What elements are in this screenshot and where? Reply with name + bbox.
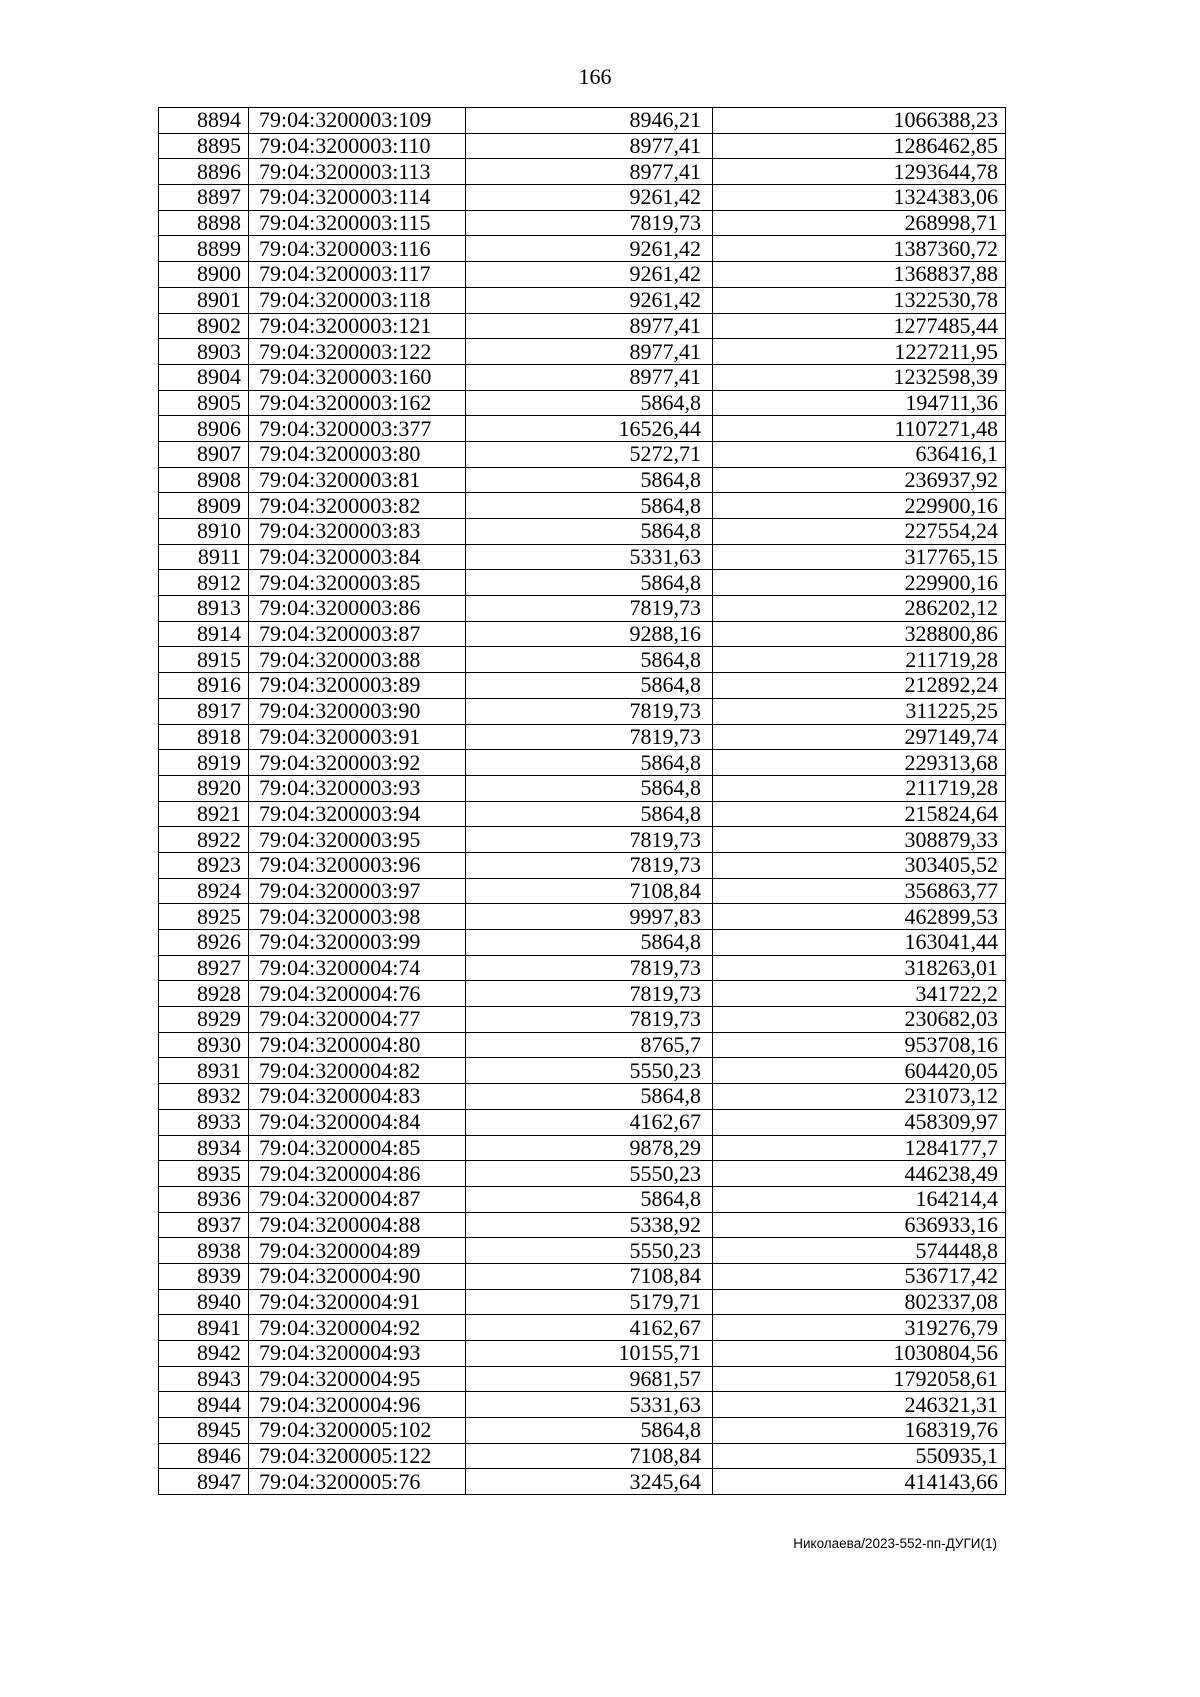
unit-value-cell: 4162,67 xyxy=(466,1109,713,1135)
unit-value-cell: 8977,41 xyxy=(466,313,713,339)
row-number-cell: 8910 xyxy=(159,519,249,545)
value-cell: 953708,16 xyxy=(713,1032,1006,1058)
row-number-cell: 8942 xyxy=(159,1341,249,1367)
cadastral-number-cell: 79:04:3200005:122 xyxy=(249,1443,466,1469)
value-cell: 303405,52 xyxy=(713,852,1006,878)
cadastral-number-cell: 79:04:3200003:109 xyxy=(249,108,466,134)
row-number-cell: 8899 xyxy=(159,236,249,262)
table-row xyxy=(159,1058,1006,1084)
row-number-cell: 8941 xyxy=(159,1315,249,1341)
row-number-cell: 8935 xyxy=(159,1161,249,1187)
table-row xyxy=(159,1341,1006,1367)
row-number-cell: 8903 xyxy=(159,339,249,365)
document-footer: Николаева/2023-552-пп-ДУГИ(1) xyxy=(793,1536,997,1551)
value-cell: 1030804,56 xyxy=(713,1341,1006,1367)
table-row xyxy=(159,1366,1006,1392)
row-number-cell: 8927 xyxy=(159,955,249,981)
value-cell: 163041,44 xyxy=(713,930,1006,956)
row-number-cell: 8930 xyxy=(159,1032,249,1058)
table-row xyxy=(159,133,1006,159)
cadastral-number-cell: 79:04:3200003:80 xyxy=(249,441,466,467)
cadastral-number-cell: 79:04:3200003:377 xyxy=(249,416,466,442)
value-cell: 317765,15 xyxy=(713,544,1006,570)
value-cell: 1792058,61 xyxy=(713,1366,1006,1392)
row-number-cell: 8944 xyxy=(159,1392,249,1418)
unit-value-cell: 16526,44 xyxy=(466,416,713,442)
row-number-cell: 8929 xyxy=(159,1007,249,1033)
table-row xyxy=(159,1392,1006,1418)
cadastral-number-cell: 79:04:3200004:86 xyxy=(249,1161,466,1187)
cadastral-number-cell: 79:04:3200004:88 xyxy=(249,1212,466,1238)
row-number-cell: 8931 xyxy=(159,1058,249,1084)
unit-value-cell: 8977,41 xyxy=(466,339,713,365)
unit-value-cell: 9288,16 xyxy=(466,621,713,647)
table-row xyxy=(159,108,1006,134)
unit-value-cell: 5331,63 xyxy=(466,544,713,570)
row-number-cell: 8947 xyxy=(159,1469,249,1495)
cadastral-number-cell: 79:04:3200003:83 xyxy=(249,519,466,545)
value-cell: 1284177,7 xyxy=(713,1135,1006,1161)
cadastral-number-cell: 79:04:3200003:121 xyxy=(249,313,466,339)
cadastral-number-cell: 79:04:3200003:93 xyxy=(249,775,466,801)
value-cell: 231073,12 xyxy=(713,1084,1006,1110)
row-number-cell: 8916 xyxy=(159,673,249,699)
table-row xyxy=(159,210,1006,236)
row-number-cell: 8905 xyxy=(159,390,249,416)
value-cell: 211719,28 xyxy=(713,647,1006,673)
row-number-cell: 8936 xyxy=(159,1186,249,1212)
cadastral-number-cell: 79:04:3200003:98 xyxy=(249,904,466,930)
cadastral-number-cell: 79:04:3200004:87 xyxy=(249,1186,466,1212)
table-row xyxy=(159,596,1006,622)
row-number-cell: 8919 xyxy=(159,750,249,776)
value-cell: 536717,42 xyxy=(713,1263,1006,1289)
cadastral-number-cell: 79:04:3200004:93 xyxy=(249,1341,466,1367)
cadastral-number-cell: 79:04:3200003:90 xyxy=(249,698,466,724)
cadastral-number-cell: 79:04:3200004:74 xyxy=(249,955,466,981)
row-number-cell: 8940 xyxy=(159,1289,249,1315)
row-number-cell: 8915 xyxy=(159,647,249,673)
unit-value-cell: 5864,8 xyxy=(466,1186,713,1212)
unit-value-cell: 8977,41 xyxy=(466,364,713,390)
value-cell: 194711,36 xyxy=(713,390,1006,416)
unit-value-cell: 5272,71 xyxy=(466,441,713,467)
table-row xyxy=(159,416,1006,442)
unit-value-cell: 5864,8 xyxy=(466,493,713,519)
row-number-cell: 8907 xyxy=(159,441,249,467)
cadastral-number-cell: 79:04:3200003:113 xyxy=(249,159,466,185)
row-number-cell: 8938 xyxy=(159,1238,249,1264)
table-row xyxy=(159,467,1006,493)
table-row xyxy=(159,493,1006,519)
data-table xyxy=(158,107,1006,1495)
value-cell: 268998,71 xyxy=(713,210,1006,236)
unit-value-cell: 5864,8 xyxy=(466,467,713,493)
value-cell: 1324383,06 xyxy=(713,185,1006,211)
row-number-cell: 8923 xyxy=(159,852,249,878)
row-number-cell: 8917 xyxy=(159,698,249,724)
value-cell: 318263,01 xyxy=(713,955,1006,981)
unit-value-cell: 7108,84 xyxy=(466,1443,713,1469)
table-row xyxy=(159,1084,1006,1110)
row-number-cell: 8912 xyxy=(159,570,249,596)
cadastral-number-cell: 79:04:3200005:76 xyxy=(249,1469,466,1495)
unit-value-cell: 9681,57 xyxy=(466,1366,713,1392)
unit-value-cell: 8765,7 xyxy=(466,1032,713,1058)
cadastral-number-cell: 79:04:3200004:92 xyxy=(249,1315,466,1341)
unit-value-cell: 5550,23 xyxy=(466,1161,713,1187)
value-cell: 212892,24 xyxy=(713,673,1006,699)
unit-value-cell: 7819,73 xyxy=(466,1007,713,1033)
value-cell: 636933,16 xyxy=(713,1212,1006,1238)
value-cell: 341722,2 xyxy=(713,981,1006,1007)
value-cell: 1232598,39 xyxy=(713,364,1006,390)
row-number-cell: 8900 xyxy=(159,262,249,288)
table-row xyxy=(159,544,1006,570)
table-row xyxy=(159,1135,1006,1161)
cadastral-number-cell: 79:04:3200003:110 xyxy=(249,133,466,159)
table-row xyxy=(159,724,1006,750)
value-cell: 414143,66 xyxy=(713,1469,1006,1495)
row-number-cell: 8937 xyxy=(159,1212,249,1238)
value-cell: 319276,79 xyxy=(713,1315,1006,1341)
row-number-cell: 8932 xyxy=(159,1084,249,1110)
unit-value-cell: 9261,42 xyxy=(466,185,713,211)
unit-value-cell: 5864,8 xyxy=(466,519,713,545)
table-row xyxy=(159,930,1006,956)
table-row xyxy=(159,1443,1006,1469)
row-number-cell: 8922 xyxy=(159,827,249,853)
value-cell: 1387360,72 xyxy=(713,236,1006,262)
cadastral-number-cell: 79:04:3200003:88 xyxy=(249,647,466,673)
table-row xyxy=(159,364,1006,390)
unit-value-cell: 9997,83 xyxy=(466,904,713,930)
cadastral-number-cell: 79:04:3200003:99 xyxy=(249,930,466,956)
row-number-cell: 8909 xyxy=(159,493,249,519)
cadastral-number-cell: 79:04:3200004:89 xyxy=(249,1238,466,1264)
unit-value-cell: 5864,8 xyxy=(466,390,713,416)
value-cell: 229313,68 xyxy=(713,750,1006,776)
cadastral-number-cell: 79:04:3200004:85 xyxy=(249,1135,466,1161)
unit-value-cell: 9261,42 xyxy=(466,287,713,313)
row-number-cell: 8911 xyxy=(159,544,249,570)
row-number-cell: 8895 xyxy=(159,133,249,159)
table-row xyxy=(159,775,1006,801)
table-row xyxy=(159,1263,1006,1289)
cadastral-number-cell: 79:04:3200004:80 xyxy=(249,1032,466,1058)
row-number-cell: 8896 xyxy=(159,159,249,185)
value-cell: 328800,86 xyxy=(713,621,1006,647)
cadastral-number-cell: 79:04:3200004:82 xyxy=(249,1058,466,1084)
cadastral-number-cell: 79:04:3200003:82 xyxy=(249,493,466,519)
unit-value-cell: 5331,63 xyxy=(466,1392,713,1418)
cadastral-number-cell: 79:04:3200003:96 xyxy=(249,852,466,878)
table-row xyxy=(159,673,1006,699)
table-row xyxy=(159,621,1006,647)
value-cell: 446238,49 xyxy=(713,1161,1006,1187)
unit-value-cell: 5864,8 xyxy=(466,1418,713,1444)
row-number-cell: 8894 xyxy=(159,108,249,134)
row-number-cell: 8897 xyxy=(159,185,249,211)
cadastral-number-cell: 79:04:3200003:160 xyxy=(249,364,466,390)
table-row xyxy=(159,185,1006,211)
table-row xyxy=(159,827,1006,853)
unit-value-cell: 5864,8 xyxy=(466,1084,713,1110)
table-row xyxy=(159,519,1006,545)
unit-value-cell: 5864,8 xyxy=(466,647,713,673)
cadastral-number-cell: 79:04:3200004:83 xyxy=(249,1084,466,1110)
unit-value-cell: 5550,23 xyxy=(466,1058,713,1084)
table-row xyxy=(159,570,1006,596)
row-number-cell: 8913 xyxy=(159,596,249,622)
unit-value-cell: 10155,71 xyxy=(466,1341,713,1367)
table-row xyxy=(159,1289,1006,1315)
table-row xyxy=(159,1238,1006,1264)
row-number-cell: 8920 xyxy=(159,775,249,801)
unit-value-cell: 7819,73 xyxy=(466,724,713,750)
unit-value-cell: 8977,41 xyxy=(466,133,713,159)
row-number-cell: 8904 xyxy=(159,364,249,390)
unit-value-cell: 7108,84 xyxy=(466,1263,713,1289)
table-row xyxy=(159,1032,1006,1058)
cadastral-number-cell: 79:04:3200003:89 xyxy=(249,673,466,699)
value-cell: 458309,97 xyxy=(713,1109,1006,1135)
row-number-cell: 8921 xyxy=(159,801,249,827)
value-cell: 311225,25 xyxy=(713,698,1006,724)
unit-value-cell: 7819,73 xyxy=(466,210,713,236)
value-cell: 356863,77 xyxy=(713,878,1006,904)
row-number-cell: 8939 xyxy=(159,1263,249,1289)
table-row xyxy=(159,647,1006,673)
table-row xyxy=(159,262,1006,288)
cadastral-number-cell: 79:04:3200005:102 xyxy=(249,1418,466,1444)
table-row xyxy=(159,955,1006,981)
value-cell: 286202,12 xyxy=(713,596,1006,622)
unit-value-cell: 8977,41 xyxy=(466,159,713,185)
cadastral-number-cell: 79:04:3200004:77 xyxy=(249,1007,466,1033)
cadastral-number-cell: 79:04:3200003:97 xyxy=(249,878,466,904)
unit-value-cell: 5338,92 xyxy=(466,1212,713,1238)
value-cell: 1286462,85 xyxy=(713,133,1006,159)
value-cell: 1322530,78 xyxy=(713,287,1006,313)
cadastral-number-cell: 79:04:3200004:90 xyxy=(249,1263,466,1289)
cadastral-number-cell: 79:04:3200003:115 xyxy=(249,210,466,236)
cadastral-number-cell: 79:04:3200003:116 xyxy=(249,236,466,262)
table-row xyxy=(159,750,1006,776)
cadastral-number-cell: 79:04:3200004:76 xyxy=(249,981,466,1007)
cadastral-number-cell: 79:04:3200003:122 xyxy=(249,339,466,365)
unit-value-cell: 5864,8 xyxy=(466,930,713,956)
row-number-cell: 8906 xyxy=(159,416,249,442)
table-row xyxy=(159,1469,1006,1495)
table-row xyxy=(159,878,1006,904)
unit-value-cell: 7108,84 xyxy=(466,878,713,904)
table-row xyxy=(159,441,1006,467)
cadastral-number-cell: 79:04:3200004:84 xyxy=(249,1109,466,1135)
table-row xyxy=(159,1212,1006,1238)
value-cell: 1293644,78 xyxy=(713,159,1006,185)
table-row xyxy=(159,801,1006,827)
row-number-cell: 8934 xyxy=(159,1135,249,1161)
row-number-cell: 8928 xyxy=(159,981,249,1007)
row-number-cell: 8901 xyxy=(159,287,249,313)
row-number-cell: 8925 xyxy=(159,904,249,930)
value-cell: 462899,53 xyxy=(713,904,1006,930)
value-cell: 636416,1 xyxy=(713,441,1006,467)
unit-value-cell: 5864,8 xyxy=(466,775,713,801)
row-number-cell: 8933 xyxy=(159,1109,249,1135)
value-cell: 164214,4 xyxy=(713,1186,1006,1212)
cadastral-number-cell: 79:04:3200003:94 xyxy=(249,801,466,827)
value-cell: 1368837,88 xyxy=(713,262,1006,288)
value-cell: 230682,03 xyxy=(713,1007,1006,1033)
unit-value-cell: 7819,73 xyxy=(466,698,713,724)
unit-value-cell: 5864,8 xyxy=(466,801,713,827)
unit-value-cell: 5864,8 xyxy=(466,750,713,776)
table-row xyxy=(159,390,1006,416)
unit-value-cell: 9878,29 xyxy=(466,1135,713,1161)
table-row xyxy=(159,236,1006,262)
cadastral-number-cell: 79:04:3200003:92 xyxy=(249,750,466,776)
value-cell: 550935,1 xyxy=(713,1443,1006,1469)
table-body xyxy=(159,108,1006,1495)
value-cell: 574448,8 xyxy=(713,1238,1006,1264)
table-row xyxy=(159,904,1006,930)
table-row xyxy=(159,159,1006,185)
table-row xyxy=(159,1109,1006,1135)
table-row xyxy=(159,1186,1006,1212)
row-number-cell: 8924 xyxy=(159,878,249,904)
value-cell: 236937,92 xyxy=(713,467,1006,493)
unit-value-cell: 7819,73 xyxy=(466,596,713,622)
row-number-cell: 8926 xyxy=(159,930,249,956)
unit-value-cell: 9261,42 xyxy=(466,236,713,262)
value-cell: 1066388,23 xyxy=(713,108,1006,134)
value-cell: 246321,31 xyxy=(713,1392,1006,1418)
value-cell: 1277485,44 xyxy=(713,313,1006,339)
cadastral-number-cell: 79:04:3200003:95 xyxy=(249,827,466,853)
unit-value-cell: 9261,42 xyxy=(466,262,713,288)
table-row xyxy=(159,698,1006,724)
row-number-cell: 8898 xyxy=(159,210,249,236)
unit-value-cell: 3245,64 xyxy=(466,1469,713,1495)
value-cell: 308879,33 xyxy=(713,827,1006,853)
table-row xyxy=(159,287,1006,313)
unit-value-cell: 7819,73 xyxy=(466,827,713,853)
row-number-cell: 8946 xyxy=(159,1443,249,1469)
cadastral-number-cell: 79:04:3200004:95 xyxy=(249,1366,466,1392)
value-cell: 168319,76 xyxy=(713,1418,1006,1444)
cadastral-number-cell: 79:04:3200003:91 xyxy=(249,724,466,750)
unit-value-cell: 8946,21 xyxy=(466,108,713,134)
cadastral-number-cell: 79:04:3200003:117 xyxy=(249,262,466,288)
unit-value-cell: 5550,23 xyxy=(466,1238,713,1264)
cadastral-number-cell: 79:04:3200004:91 xyxy=(249,1289,466,1315)
value-cell: 604420,05 xyxy=(713,1058,1006,1084)
table-row xyxy=(159,1418,1006,1444)
table-row xyxy=(159,852,1006,878)
cadastral-number-cell: 79:04:3200003:118 xyxy=(249,287,466,313)
table-row xyxy=(159,339,1006,365)
cadastral-number-cell: 79:04:3200003:84 xyxy=(249,544,466,570)
cadastral-number-cell: 79:04:3200003:162 xyxy=(249,390,466,416)
cadastral-number-cell: 79:04:3200003:85 xyxy=(249,570,466,596)
value-cell: 229900,16 xyxy=(713,493,1006,519)
table-row xyxy=(159,1161,1006,1187)
row-number-cell: 8943 xyxy=(159,1366,249,1392)
table-row xyxy=(159,313,1006,339)
table-row xyxy=(159,1315,1006,1341)
cadastral-number-cell: 79:04:3200004:96 xyxy=(249,1392,466,1418)
unit-value-cell: 7819,73 xyxy=(466,955,713,981)
row-number-cell: 8908 xyxy=(159,467,249,493)
row-number-cell: 8902 xyxy=(159,313,249,339)
value-cell: 1107271,48 xyxy=(713,416,1006,442)
value-cell: 1227211,95 xyxy=(713,339,1006,365)
row-number-cell: 8914 xyxy=(159,621,249,647)
cadastral-number-cell: 79:04:3200003:114 xyxy=(249,185,466,211)
unit-value-cell: 4162,67 xyxy=(466,1315,713,1341)
cadastral-number-cell: 79:04:3200003:81 xyxy=(249,467,466,493)
value-cell: 802337,08 xyxy=(713,1289,1006,1315)
table-row xyxy=(159,1007,1006,1033)
value-cell: 227554,24 xyxy=(713,519,1006,545)
value-cell: 229900,16 xyxy=(713,570,1006,596)
unit-value-cell: 5864,8 xyxy=(466,570,713,596)
unit-value-cell: 7819,73 xyxy=(466,852,713,878)
row-number-cell: 8945 xyxy=(159,1418,249,1444)
unit-value-cell: 5864,8 xyxy=(466,673,713,699)
value-cell: 297149,74 xyxy=(713,724,1006,750)
page-number: 166 xyxy=(578,64,612,89)
table-row xyxy=(159,981,1006,1007)
row-number-cell: 8918 xyxy=(159,724,249,750)
cadastral-number-cell: 79:04:3200003:87 xyxy=(249,621,466,647)
unit-value-cell: 5179,71 xyxy=(466,1289,713,1315)
value-cell: 215824,64 xyxy=(713,801,1006,827)
value-cell: 211719,28 xyxy=(713,775,1006,801)
unit-value-cell: 7819,73 xyxy=(466,981,713,1007)
cadastral-number-cell: 79:04:3200003:86 xyxy=(249,596,466,622)
